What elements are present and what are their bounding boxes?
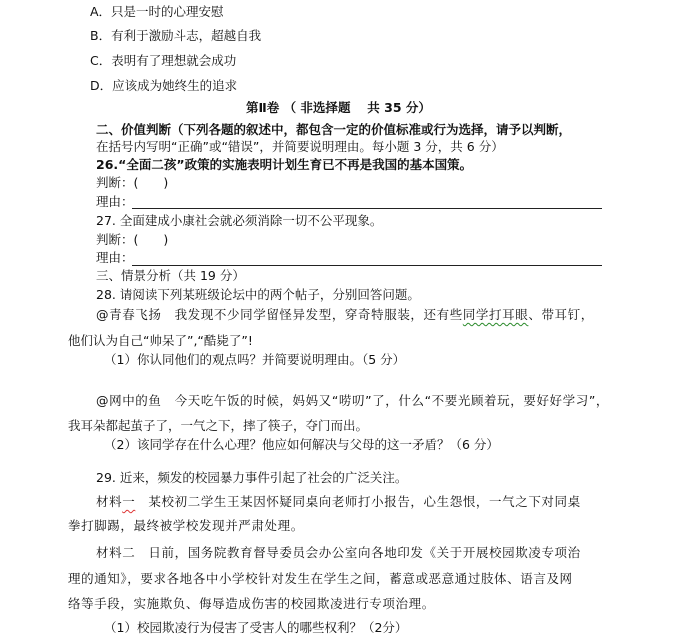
material-1 — [96, 494, 581, 510]
question-29-intro: 29. 近来，频发的校园暴力事件引起了社会的广泛关注。 — [96, 470, 408, 485]
q26-reason-line — [132, 208, 602, 209]
section2-heading — [96, 122, 571, 138]
material-1-cont: 拳打脚踢，最终被学校发现并严肃处理。 — [68, 518, 304, 533]
post1-text-b: 同学打耳眼 — [462, 307, 529, 322]
question-28-1: （1）你认同他们的观点吗？并简要说明理由。（5 分） — [104, 352, 406, 367]
material-2-line1: 材料二 日前，国务院教育督导委员会办公室向各地印发《关于开展校园欺凌专项治 — [96, 545, 581, 560]
post-2 — [96, 393, 609, 409]
question-26: 26.“全面二孩”政策的实施表明计划生育已不再是我国的基本国策。 — [96, 157, 473, 172]
post1-user: @青春飞扬 — [96, 307, 162, 322]
material1-num: 一 — [122, 494, 136, 509]
option-b: B．有利于激励斗志，超越自我 — [90, 28, 262, 43]
question-28-intro: 28. 请阅读下列某班级论坛中的两个帖子，分别回答问题。 — [96, 287, 420, 302]
volume-title: 第Ⅱ卷 （ 非选择题 共 35 分） — [246, 100, 431, 115]
material1-text: 某校初二学生王某因怀疑同桌向老师打小报告，心生怨恨，一气之下对同桌 — [135, 494, 581, 509]
section2-heading-cont: 在括号内写明“正确”或“错误”，并简要说明理由。每小题 3 分，共 6 分） — [96, 139, 504, 154]
post2-user: @网中的鱼 — [96, 393, 162, 408]
q27-reason-line — [132, 265, 602, 266]
option-d: D．应该成为她终生的追求 — [90, 78, 238, 93]
post-1 — [96, 307, 594, 323]
question-28-2: （2）该同学存在什么心理？他应如何解决与父母的这一矛盾？（6 分） — [104, 437, 499, 452]
question-27: 27. 全面建成小康社会就必须消除一切不公平现象。 — [96, 213, 383, 228]
q27-reason: 理由： — [96, 250, 134, 265]
option-c: C．表明有了理想就会成功 — [90, 53, 237, 68]
post-1-cont: 他们认为自己“帅呆了”,“酷毙了”! — [68, 333, 253, 348]
section2-heading-text: 二、价值判断（下列各题的叙述中，都包含一定的价值标准或行为选择，请予以判断， — [96, 122, 572, 137]
question-29-1: （1）校园欺凌行为侵害了受害人的哪些权利？（2分） — [104, 620, 408, 635]
material-2-line3: 络等手段，实施欺负、侮辱造成伤害的校园欺凌进行专项治理。 — [68, 596, 435, 611]
post2-text: 今天吃午饭的时候，妈妈又“唠叨”了，什么“不要光顾着玩，要好好学习”， — [161, 393, 610, 408]
q26-reason: 理由： — [96, 194, 134, 209]
option-a: A．只是一时的心理安慰 — [90, 4, 224, 19]
material1-label: 材料 — [96, 494, 123, 509]
post1-text-c: 、带耳钉， — [528, 307, 594, 322]
q26-judge: 判断：( ) — [96, 175, 169, 190]
post1-text-a: 我发现不少同学留怪异发型，穿奇特服装，还有些 — [161, 307, 463, 322]
material-2-line2: 理的通知》，要求各地各中小学校针对发生在学生之间，蓄意或恶意通过肢体、语言及网 — [68, 571, 573, 586]
q27-judge: 判断：( ) — [96, 232, 169, 247]
section3-heading: 三、情景分析（共 19 分） — [96, 268, 245, 283]
post-2-cont: 我耳朵都起茧子了，一气之下，摔了筷子，夺门而出。 — [68, 418, 369, 433]
